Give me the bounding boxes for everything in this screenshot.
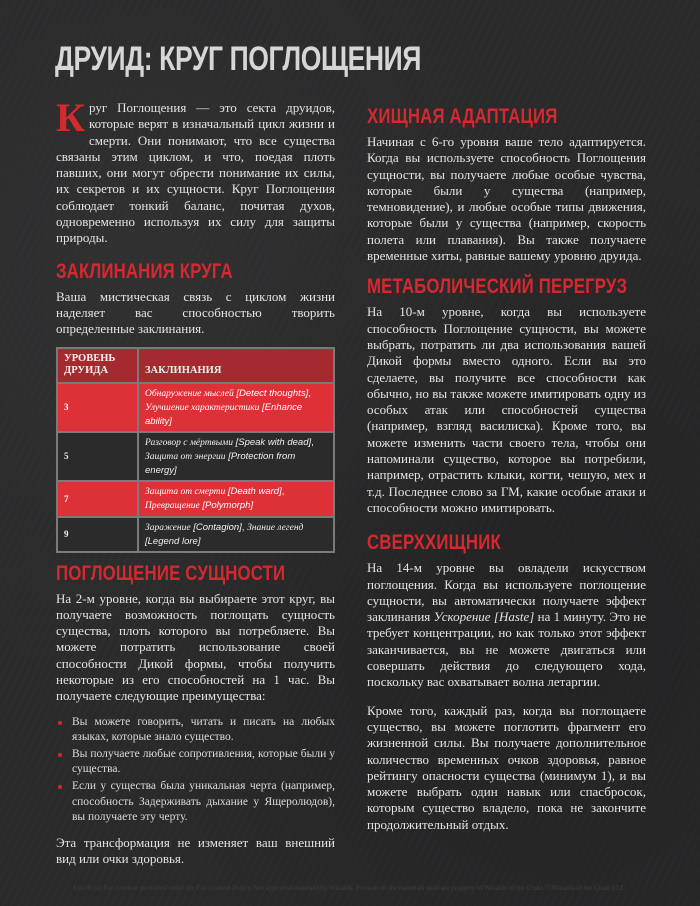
- spell-name-ru: Защита от энергии: [145, 451, 226, 462]
- row-spells: Заражение [Contagion], Знание легенд [Legend lore]: [138, 517, 334, 552]
- row-spells: Разговор с мёртвыми [Speak with dead], Защита от энергии [Protection from energy]: [138, 432, 334, 481]
- heading-essence-consumption: ПОГЛОЩЕНИЕ СУЩНОСТИ: [56, 561, 286, 585]
- spell-name-en: [Death ward]: [227, 485, 282, 497]
- list-item: Вы получаете любые сопротивления, которые были у существа.: [56, 747, 335, 777]
- heading-predatory-adaptation: ХИЩНАЯ АДАПТАЦИЯ: [367, 105, 558, 128]
- circle-spells-table: [56, 347, 335, 553]
- page-title: ДРУИД: КРУГ ПОГЛОЩЕНИЯ: [55, 40, 422, 78]
- row-level: 3: [57, 383, 138, 432]
- circle-spells-text: Ваша мистическая связь с циклом жизни наделяет вас способностью творить определенные заклинания.: [56, 288, 335, 337]
- heading-metabolic-overload: МЕТАБОЛИЧЕСКИЙ ПЕРЕГРУЗ: [367, 275, 628, 299]
- spell-name-en: [Detect thoughts]: [236, 387, 309, 399]
- right-column: [367, 104, 646, 833]
- spell-name-en: [Polymorph]: [202, 499, 254, 511]
- intro-paragraph: [56, 95, 335, 247]
- left-column: [56, 95, 335, 868]
- spell-name-ru: Заражение: [145, 522, 191, 533]
- legal-footer: Unofficial Fan Content permitted under the Fan Content Policy. Not approved/endorsed by Wizards. Portions of the materials used are property of Wizards of the Coast. ©Wizards of the Coast LLC.: [73, 884, 627, 892]
- spell-name-en: [Contagion]: [193, 521, 242, 533]
- row-level: 7: [57, 481, 138, 517]
- row-spells: Защита от смерти [Death ward], Превращение [Polymorph]: [138, 481, 334, 517]
- drop-cap: К: [56, 95, 86, 140]
- spell-name-ru: Превращение: [145, 500, 200, 511]
- table-row: [57, 383, 334, 432]
- column-header-level: УРОВЕНЬ ДРУИДА: [57, 348, 138, 383]
- apex-text: На 14-м уровне вы овладели искусством поглощения. Когда вы используете поглощение сущности, вы автоматически получаете эффект заклинания Ускорение [Haste] на 1 минуту. Это не требует концентрации, но как только этот эффект заканчивается, вы не можете двигаться или совершать действия до следующего хода, поскольку вас охватывает волна летаргии.: [367, 560, 646, 690]
- spell-name-en: [Legend lore]: [145, 535, 201, 547]
- predatory-text: Начиная с 6-го уровня ваше тело адаптируется. Когда вы используете способность Поглощения сущности, вы получаете любые особые чувства, которые были у существа (например, темновидение), и любые особые типы движения, которые были у существа (например, скорость полета или плавания). Вы также получаете временные хиты, равные вашему уровню друида.: [367, 134, 646, 264]
- bullet-icon: [58, 785, 62, 789]
- essence-benefits-list: [56, 715, 335, 825]
- spell-name-en: [Protection from energy]: [145, 450, 296, 476]
- row-level: 5: [57, 432, 138, 481]
- spell-haste-en: [Haste]: [493, 609, 535, 625]
- table-row: [57, 517, 334, 552]
- essence-text: На 2-м уровне, когда вы выбираете этот круг, вы получаете возможность поглощать сущность существа, плоть которого вы потребляете. Вы можете потратить использование своей способности Дикой формы, чтобы получить некоторые из его способностей на 1 час. Вы получаете следующие преимущества:: [56, 590, 335, 704]
- spell-name-ru: Знание легенд: [247, 522, 304, 533]
- bullet-icon: [58, 753, 62, 757]
- table-row: [57, 432, 334, 481]
- list-item: Вы можете говорить, читать и писать на любых языках, которые знало существо.: [56, 715, 335, 745]
- spell-name-ru: Улучшение характеристики: [145, 402, 260, 413]
- table-row: [57, 481, 334, 517]
- heading-apex-predator: СВЕРХХИЩНИК: [367, 531, 501, 555]
- spell-haste-ru: Ускорение: [433, 609, 491, 625]
- spell-name-en: [Enhance ability]: [145, 401, 303, 427]
- heading-circle-spells: ЗАКЛИНАНИЯ КРУГА: [56, 259, 233, 283]
- essence-closing-text: Эта трансформация не изменяет ваш внешний вид или очки здоровья.: [56, 835, 335, 867]
- intro-text: руг Поглощения — это секта друидов, которые верят в изначальный цикл жизни и смерти. Они понимают, что все существа связаны этим циклом, и что, поедая плоть павших, они могут обрести понимание их силы, их секретов и их сущности. Круг Поглощения соблюдает тонкий баланс, почитая духов, одновременно используя их силу для защиты природы.: [56, 100, 335, 246]
- spell-name-en: [Speak with dead]: [235, 436, 312, 448]
- table-header-row: [57, 348, 334, 383]
- bullet-icon: [58, 721, 62, 725]
- metabolic-text: На 10-м уровне, когда вы используете способность Поглощение сущности, вы можете выбрать, потратить ли два использования вашей Дикой формы вместо одного. Если вы это сделаете, вы получите все способности как обычно, но вы также можете имитировать одну из особых атак или способностей существа (например, взгляд василиска). Кроме того, вы можете изменить части своего тела, чтобы они напоминали существо, которое вы потребили, например, отрастить клыки, когти, чешую, мех и т.д. Последнее слово за ГМ, какие особые атаки и способности можно имитировать.: [367, 304, 646, 515]
- row-spells: Обнаружение мыслей [Detect thoughts], Улучшение характеристики [Enhance ability]: [138, 383, 334, 432]
- column-header-spells: ЗАКЛИНАНИЯ: [138, 348, 334, 383]
- spell-name-ru: Разговор с мёртвыми: [145, 437, 233, 448]
- apex-text-2: Кроме того, каждый раз, когда вы поглощаете существо, вы можете поглотить фрагмент его жизненной силы. Вы получаете дополнительное количество временных очков здоровья, равное рейтингу опасности существа (минимум 1), и вы можете выбрать один навык или спасбросок, которым существо владело, пока не закончите продолжительный отдых.: [367, 702, 646, 832]
- list-item: Если у существа была уникальная черта (например, способность Задерживать дыхание у Ящеролюдов), вы получаете эту черту.: [56, 779, 335, 825]
- row-level: 9: [57, 517, 138, 552]
- spell-name-ru: Обнаружение мыслей: [145, 388, 234, 399]
- spell-name-ru: Защита от смерти: [145, 486, 226, 497]
